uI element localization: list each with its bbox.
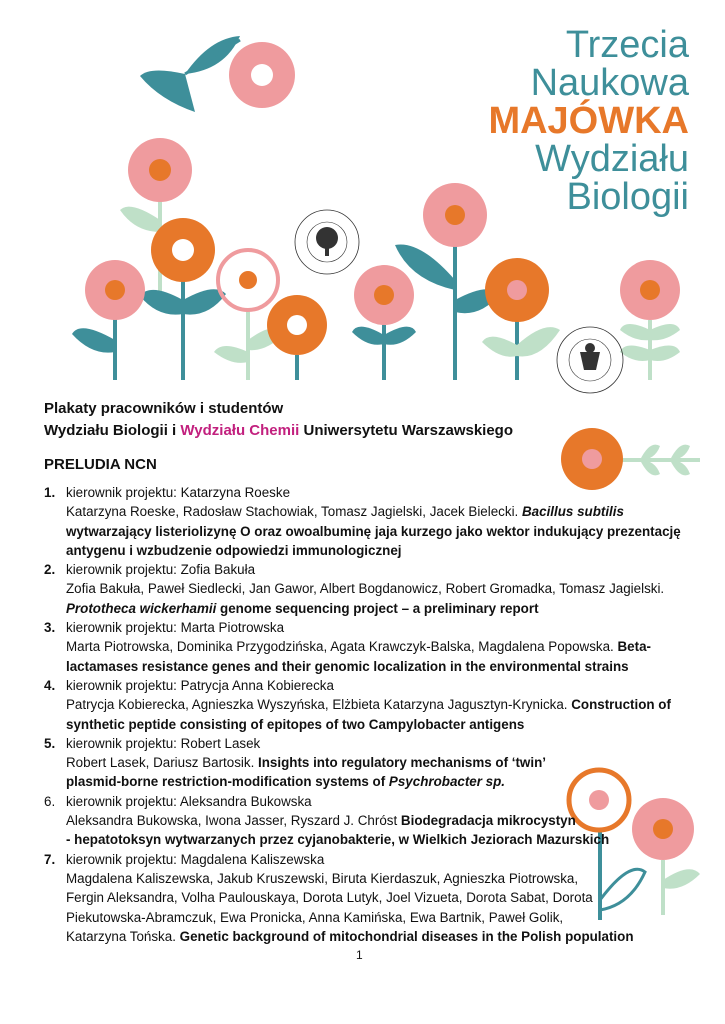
section-title: PRELUDIA NCN <box>44 456 157 473</box>
list-item: 7. kierownik projektu: Magdalena Kaliszewska Magdalena Kaliszewska, Jakub Kruszewski, Biruta Kierdaszuk, Agnieszka Piotrowska, Fergin Aleksandra, Volha Paulouskaya, Dorota Lutyk, Joel Vizueta, Dorota Sabat, Dorota Piekutowska-Abramczuk, Ewa Pronicka, Anna Kamińska, Ewa Bartnik, Paweł Golik, Katarzyna Tońska. Genetic background of mitochondrial diseases in the Polish population <box>44 851 634 944</box>
right-flower <box>561 428 700 490</box>
chemistry-faculty: Wydziału Chemii <box>180 422 300 439</box>
university-seal <box>557 327 623 393</box>
title-line-4: Wydziału <box>535 138 689 180</box>
title-line-2: Naukowa <box>530 62 689 104</box>
top-leaf-cluster <box>140 36 295 112</box>
list-item: 6. kierownik projektu: Aleksandra Bukowska Aleksandra Bukowska, Iwona Jasser, Ryszard J. Chróst Biodegradacja mikrocystyn - hepatotoksyn wytwarzanych przez cyjanobakterie, w Wielkich Jeziorach Mazurskich <box>44 793 610 848</box>
intro-line-1: Plakaty pracowników i studentów <box>44 400 284 417</box>
list-item: 5. kierownik projektu: Robert Lasek Robert Lasek, Dariusz Bartosik. Insights into regulatory mechanisms of ‘twin’ plasmid-borne restriction-modification systems of Psychrobacter sp. <box>44 735 546 790</box>
poster-title <box>488 26 689 216</box>
list-item: 1. kierownik projektu: Katarzyna Roeske Katarzyna Roeske, Radosław Stachowiak, Tomasz Jagielski, Jacek Bielecki. Bacillus subtilis wytwarzający listeriolizynę O oraz owoalbuminę jaja kurzego jako wektor indukujący prezentację antygenu i wzbudzenie odpowiedzi immunologicznej <box>44 485 681 558</box>
intro-line-2: Wydziału Biologii i Wydziału Chemii Uniwersytetu Warszawskiego <box>44 422 514 439</box>
list-item: 4. kierownik projektu: Patrycja Anna Kobierecka Patrycja Kobierecka, Agnieszka Wyszyńska, Elżbieta Katarzyna Jagusztyn-Krynicka. Construction of synthetic peptide consisting of epitopes of two Campylobacter antigens <box>44 677 671 732</box>
project-list <box>44 483 684 946</box>
biology-faculty-seal <box>295 210 359 274</box>
list-item: 2. kierownik projektu: Zofia Bakuła Zofia Bakuła, Paweł Siedlecki, Jan Gawor, Albert Bogdanowicz, Robert Gromadka, Tomasz Jagielski. Prototheca wickerhamii genome sequencing project – a preliminary report <box>44 562 665 616</box>
page-number: 1 <box>356 948 363 962</box>
list-item: 3. kierownik projektu: Marta Piotrowska Marta Piotrowska, Dominika Przygodzińska, Agata Krawczyk-Balska, Magdalena Popowska. Beta- lactamases resistance genes and their genomic localization in the environmental strains <box>44 620 651 674</box>
title-line-1: Trzecia <box>565 24 689 66</box>
title-line-3: MAJÓWKA <box>488 100 689 142</box>
title-line-5: Biologii <box>566 176 689 218</box>
